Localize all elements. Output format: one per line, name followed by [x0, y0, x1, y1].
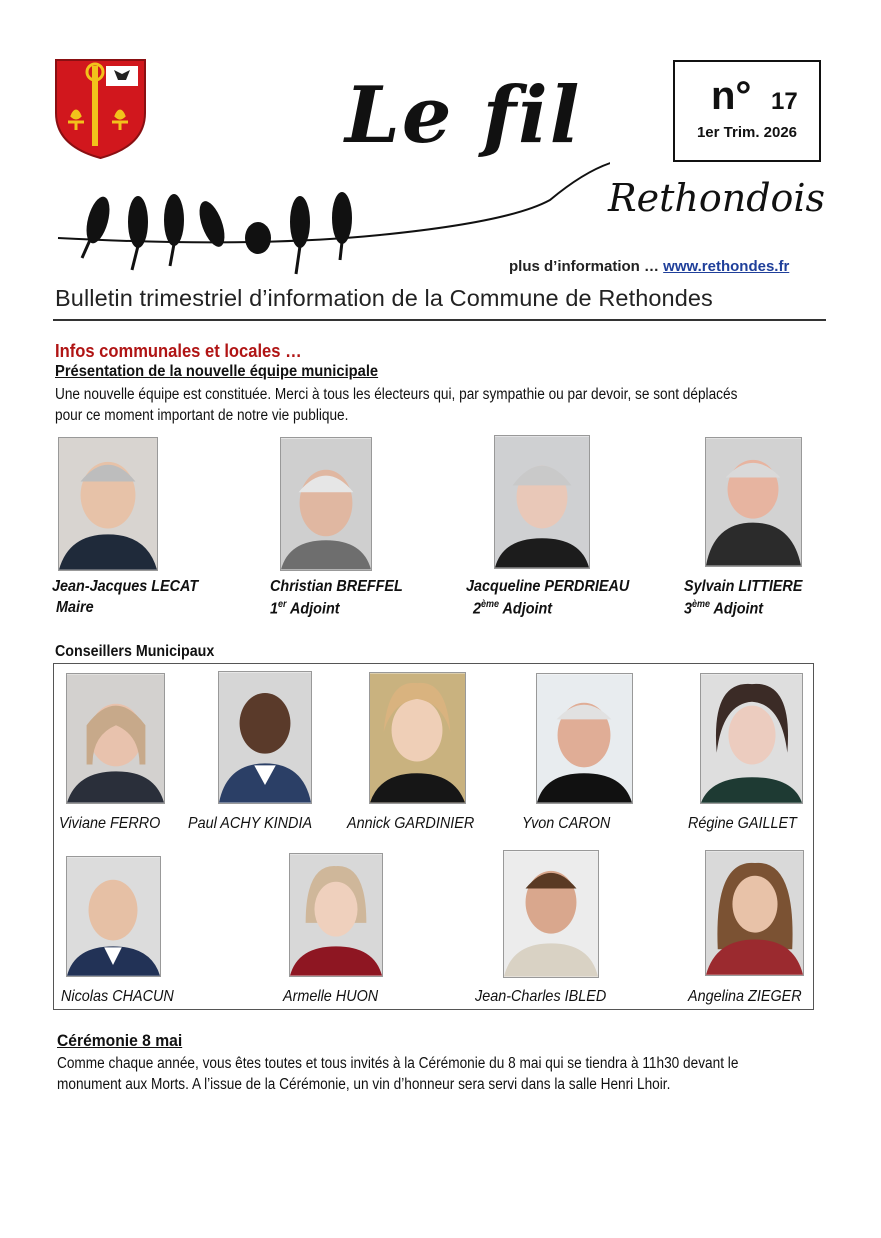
masthead-subtitle: Rethondois: [608, 176, 826, 220]
ceremony-paragraph: Comme chaque année, vous êtes toutes et tous invités à la Cérémonie du 8 mai qui se tiendra à 11h30 devant le monument aux Morts. A l’issue de la Cérémonie, un vin d’honneur sera servi dans la salle Henri Lhoir.: [57, 1055, 739, 1093]
issue-symbol: n°: [711, 74, 752, 118]
councillor-photo: [66, 673, 165, 804]
official-role: 2ème Adjoint: [473, 599, 553, 618]
councillor-name: Nicolas CHACUN: [61, 988, 174, 1005]
issue-number: 17: [771, 88, 798, 115]
section-title: Infos communales et locales …: [55, 341, 302, 361]
councillor-name: Viviane FERRO: [59, 815, 161, 832]
official-role: Maire: [56, 599, 94, 616]
official-role: 1er Adjoint: [270, 599, 340, 618]
councillor-photo: [289, 853, 383, 977]
councillor-photo: [66, 856, 161, 977]
masthead-title: Le fil: [345, 70, 582, 161]
bulletin-tagline: Bulletin trimestriel d’information de la Commune de Rethondes: [55, 285, 713, 311]
issue-box: [673, 60, 821, 162]
councillor-name: Jean-Charles IBLED: [475, 988, 607, 1005]
councillor-name: Yvon CARON: [522, 815, 611, 832]
councillor-name: Régine GAILLET: [688, 815, 797, 832]
official-name: Jacqueline PERDRIEAU: [466, 578, 630, 595]
councillors-title: Conseillers Municipaux: [55, 643, 215, 660]
councillor-photo: [700, 673, 803, 804]
header-divider: [53, 319, 826, 321]
official-name: Christian BREFFEL: [270, 578, 403, 595]
website-link[interactable]: www.rethondes.fr: [663, 258, 790, 275]
intro-paragraph: Une nouvelle équipe est constituée. Merci à tous les électeurs qui, par sympathie ou par devoir, se sont déplacés pour ce moment important de notre vie publique.: [55, 386, 738, 424]
section-subtitle: Présentation de la nouvelle équipe municipale: [55, 363, 379, 380]
official-photo: [494, 435, 590, 569]
official-photo: [705, 437, 802, 567]
official-name: Jean-Jacques LECAT: [52, 578, 199, 595]
councillor-name: Armelle HUON: [283, 988, 379, 1005]
more-info-line: [509, 258, 789, 275]
councillor-photo: [705, 850, 804, 976]
councillor-photo: [369, 672, 466, 804]
official-name: Sylvain LITTIERE: [684, 578, 803, 595]
official-role: 3ème Adjoint: [684, 599, 764, 618]
councillor-name: Paul ACHY KINDIA: [188, 815, 313, 832]
councillor-name: Angelina ZIEGER: [688, 988, 802, 1005]
ceremony-title: Cérémonie 8 mai: [57, 1031, 183, 1050]
councillor-photo: [503, 850, 599, 978]
official-photo: [58, 437, 158, 571]
councillor-photo: [536, 673, 633, 804]
more-info-prefix: plus d’information …: [509, 258, 659, 275]
councillor-photo: [218, 671, 312, 804]
councillor-name: Annick GARDINIER: [347, 815, 475, 832]
issue-period: 1er Trim. 2026: [696, 124, 798, 141]
official-photo: [280, 437, 372, 571]
